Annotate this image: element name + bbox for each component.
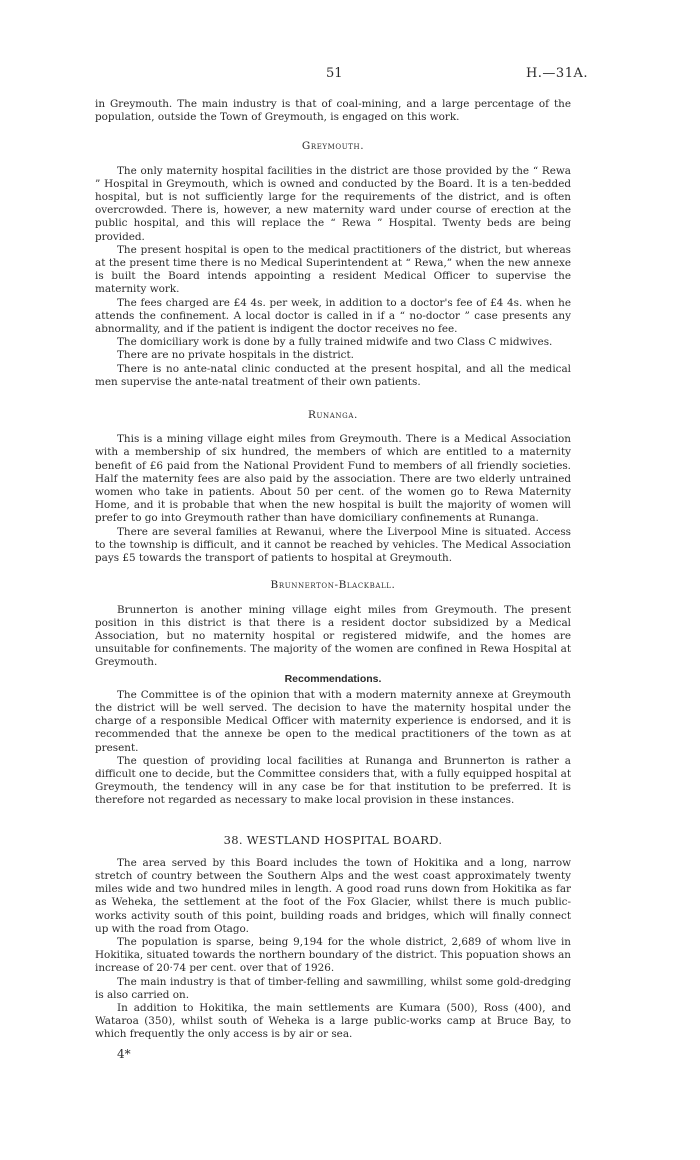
document-reference: H.—31A.: [525, 66, 588, 81]
signature-mark: 4*: [117, 1046, 131, 1061]
section-brunnerton: [95, 579, 571, 669]
paragraph: The population is sparse, being 9,194 for the whole district, 2,689 of whom live in Hokitika, situated towards the northern boundary of the district. This popuation shows an increase of 20·74 per cent. over that of 1926.: [95, 935, 571, 975]
paragraph: There are no private hospitals in the district.: [117, 349, 354, 362]
paragraph: The main industry is that of timber-felling and sawmilling, whilst some gold-dredging is also carried on.: [95, 975, 571, 1001]
paragraph: In addition to Hokitika, the main settlements are Kumara (500), Ross (400), and Wataroa (350), whilst south of Weheka is a large public-works camp at Bruce Bay, to which frequently the only access is by air or sea.: [95, 1001, 571, 1041]
section-heading-westland: 38. WESTLAND HOSPITAL BOARD.: [223, 832, 443, 847]
section-recommendations: [95, 673, 571, 808]
page-header: [0, 66, 700, 86]
page-number: 51: [326, 66, 343, 81]
section-heading-greymouth: Greymouth.: [301, 140, 365, 153]
paragraph: There are several families at Rewanui, where the Liverpool Mine is situated. Access to the township is difficult, and it cannot be reached by vehicles. The Medical Association pays £5 towards the transport of patients to hospital at Greymouth.: [95, 525, 571, 565]
paragraph: Brunnerton is another mining village eight miles from Greymouth. The present position in this district is that there is a resident doctor subsidized by a Medical Association, but no maternity hospital or registered midwife, and the homes are unsuitable for confinements. The majority of the women are confined in Rewa Hospital at Greymouth.: [95, 603, 571, 669]
paragraph: The domiciliary work is done by a fully trained midwife and two Class C midwives.: [117, 336, 553, 349]
paragraph: The only maternity hospital facilities in the district are those provided by the “ Rewa ” Hospital in Greymouth, which is owned and conducted by the Board. It is a ten-bedded hospital, but is not sufficiently large for the requirements of the district, and is often overcrowded. There is, however, a new maternity ward under course of erection at the public hospital, and this will replace the “ Rewa ” Hospital. Twenty beds are being provided.: [95, 164, 571, 243]
section-westland: [95, 834, 571, 1042]
section-heading-brunnerton: Brunnerton-Blackball.: [270, 579, 396, 592]
paragraph: The question of providing local facilities at Runanga and Brunnerton is rather a difficult one to decide, but the Committee considers that, with a fully equipped hospital at Greymouth, the tendency will in any case be for that institution to be preferred. It is therefore not regarded as necessary to make local provision in these instances.: [95, 754, 571, 807]
paragraph: The area served by this Board includes the town of Hokitika and a long, narrow stretch of country between the Southern Alps and the west coast approximately twenty miles wide and two hundred miles in length. A good road runs down from Hokitika as far as Weheka, the settlement at the foot of the Fox Glacier, whilst there is much public-works activity south of this point, building roads and bridges, which will finally connect up with the road from Otago.: [95, 856, 571, 935]
section-runanga: [95, 409, 571, 565]
document-body: [95, 98, 571, 1061]
paragraph: The fees charged are £4 4s. per week, in addition to a doctor's fee of £4 4s. when he attends the confinement. A local doctor is called in if a “ no-doctor ” case presents any abnormality, and if the patient is indigent the doctor receives no fee.: [95, 296, 571, 336]
paragraph: The Committee is of the opinion that with a modern maternity annexe at Greymouth the district will be well served. The decision to have the maternity hospital under the charge of a responsible Medical Officer with maternity experience is endorsed, and it is recommended that the annexe be open to the medical practitioners of the town as at present.: [95, 688, 571, 754]
section-greymouth: [95, 140, 571, 389]
paragraph: This is a mining village eight miles from Greymouth. There is a Medical Association with a membership of six hundred, the members of which are entitled to a maternity benefit of £6 paid from the National Provident Fund to members of all friendly societies. Half the maternity fees are also paid by the association. There are two elderly untrained women who take in patients. About 50 per cent. of the women go to Rewa Maternity Home, and it is probable that when the new hospital is built the majority of women will prefer to go into Greymouth rather than have domiciliary confinements at Runanga.: [95, 433, 571, 525]
section-heading-runanga: Runanga.: [308, 409, 358, 422]
paragraph: There is no ante-natal clinic conducted at the present hospital, and all the medical men supervise the ante-natal treatment of their own patients.: [95, 362, 571, 388]
section-heading-recommendations: Recommendations.: [284, 672, 382, 685]
intro-paragraph: in Greymouth. The main industry is that of coal-mining, and a large percentage of the population, outside the Town of Greymouth, is engaged on this work.: [95, 98, 571, 124]
paragraph: The present hospital is open to the medical practitioners of the district, but whereas at the present time there is no Medical Superintendent at “ Rewa,” when the new annexe is built the Board intends appointing a resident Medical Officer to supervise the maternity work.: [95, 243, 571, 296]
